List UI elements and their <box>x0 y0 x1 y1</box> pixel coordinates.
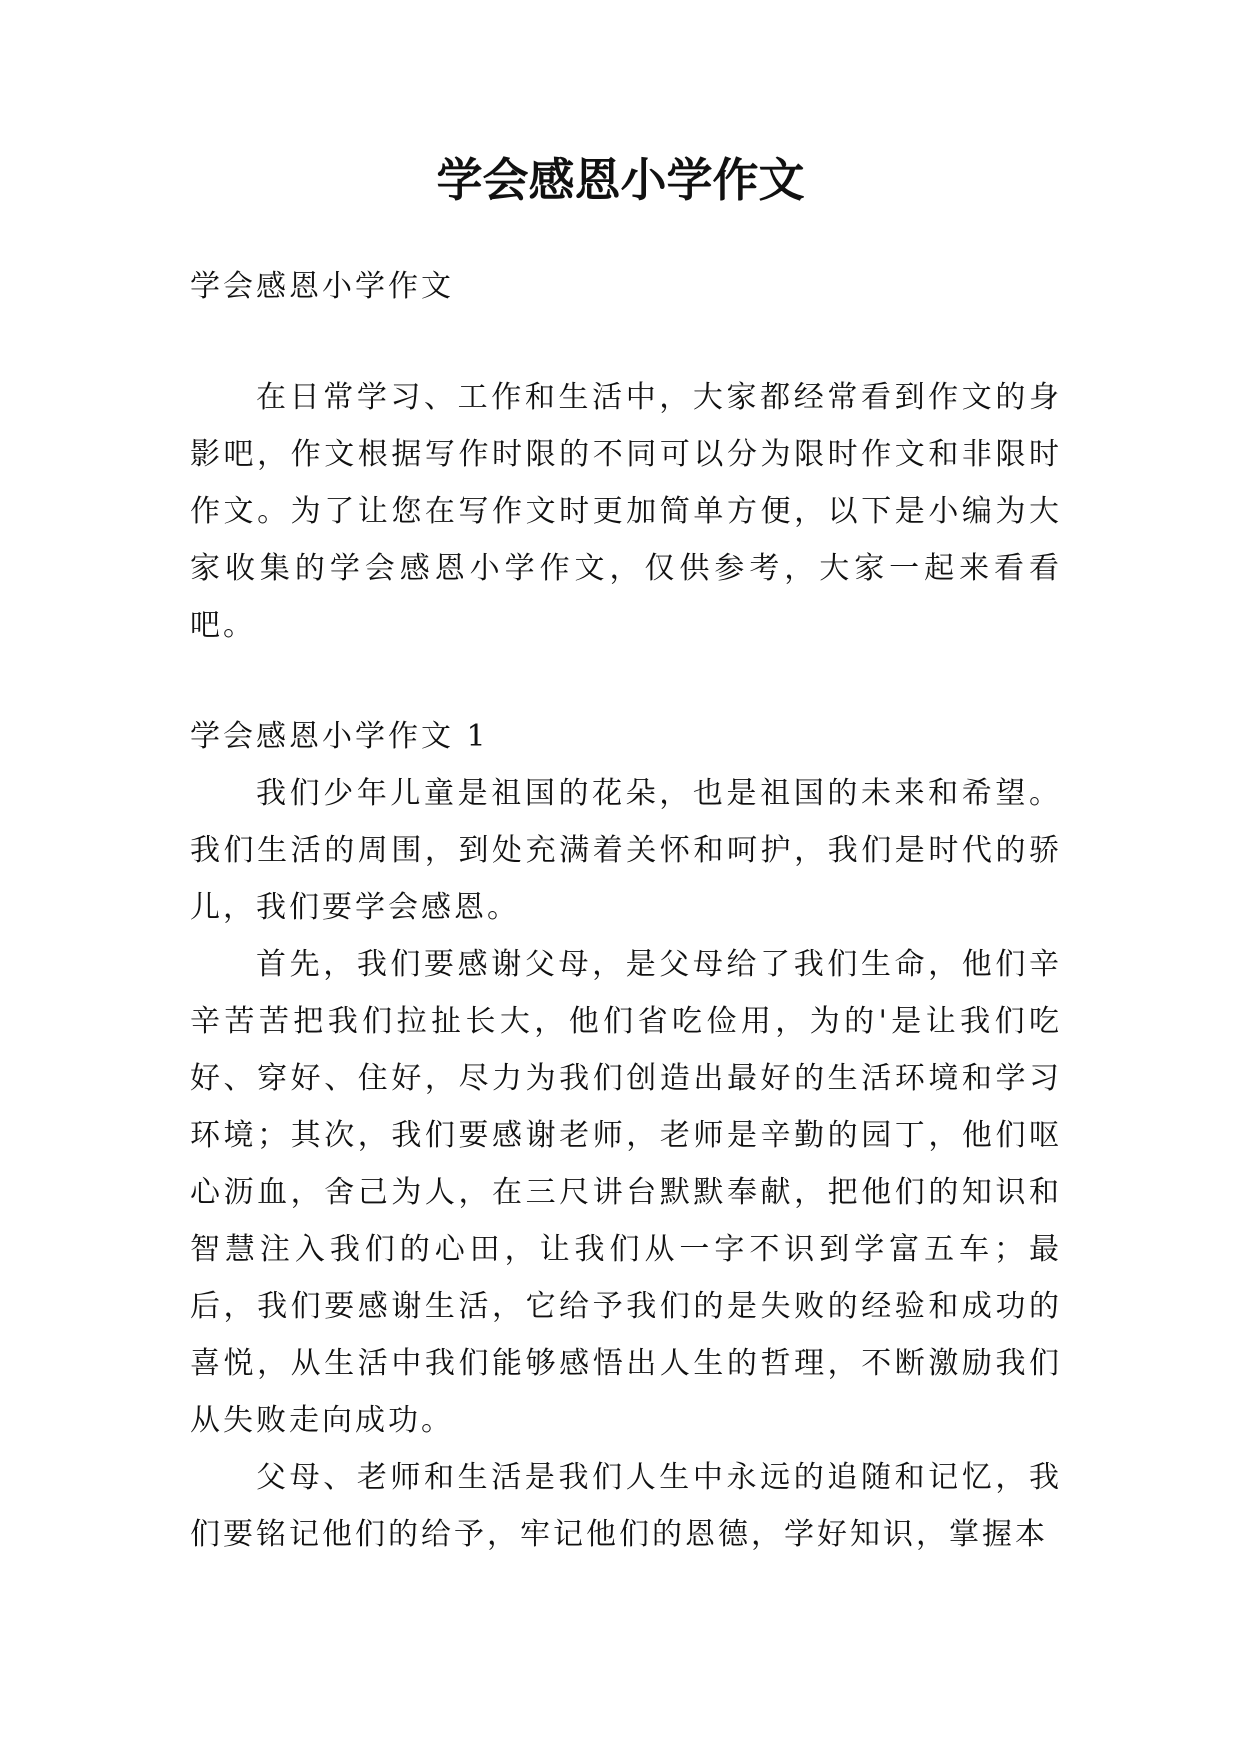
body-paragraph: 父母、老师和生活是我们人生中永远的追随和记忆，我们要铭记他们的给予，牢记他们的恩德，学好知识，掌握本 <box>190 1460 1062 1552</box>
document-subtitle: 学会感恩小学作文 <box>190 269 454 304</box>
document-title: 学会感恩小学作文 <box>436 153 805 207</box>
document-body <box>190 258 1062 1563</box>
section-heading: 学会感恩小学作文 1 <box>190 719 489 754</box>
body-paragraph: 首先，我们要感谢父母，是父母给了我们生命，他们辛辛苦苦把我们拉扯长大，他们省吃俭用，为的'是让我们吃好、穿好、住好，尽力为我们创造出最好的生活环境和学习环境；其次，我们要感谢老师，老师是辛勤的园丁，他们呕心沥血，舍己为人，在三尺讲台默默奉献，把他们的知识和智慧注入我们的心田，让我们从一字不识到学富五车；最后，我们要感谢生活，它给予我们的是失败的经验和成功的喜悦，从生活中我们能够感悟出人生的哲理，不断激励我们从失败走向成功。 <box>190 947 1062 1438</box>
intro-paragraph: 在日常学习、工作和生活中，大家都经常看到作文的身影吧，作文根据写作时限的不同可以分为限时作文和非限时作文。为了让您在写作文时更加简单方便，以下是小编为大家收集的学会感恩小学作文，仅供参考，大家一起来看看吧。 <box>190 380 1062 643</box>
body-paragraph: 我们少年儿童是祖国的花朵，也是祖国的未来和希望。我们生活的周围，到处充满着关怀和呵护，我们是时代的骄儿，我们要学会感恩。 <box>190 776 1062 925</box>
